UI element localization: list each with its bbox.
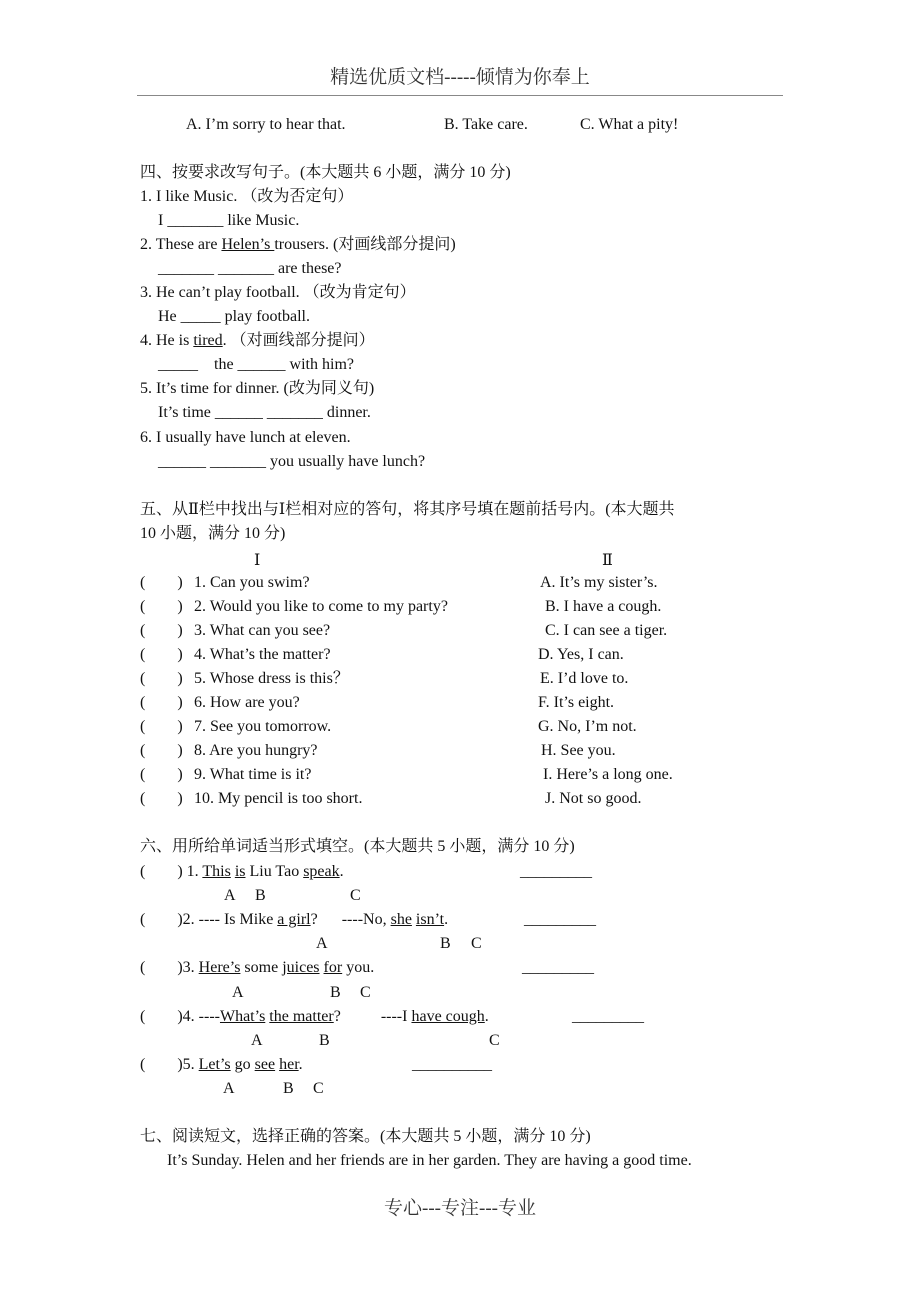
column-1-item: 6. How are you? bbox=[194, 694, 300, 711]
column-1-item: 5. Whose dress is this？ bbox=[194, 670, 349, 687]
s4-q1: 1. I like Music. （改为否定句） bbox=[140, 188, 354, 205]
s4-q6: 6. I usually have lunch at eleven. bbox=[140, 429, 351, 446]
s6-q3-label-c: C bbox=[360, 984, 371, 1001]
s6-answer-blank-2: _________ bbox=[524, 911, 596, 928]
s6-q1-label-a: A bbox=[224, 887, 236, 904]
section5-title-line1: 五、从Ⅱ栏中找出与Ⅰ栏相对应的答句，将其序号填在题前括号内。(本大题共 bbox=[140, 501, 675, 518]
s6-q4-label-a: A bbox=[251, 1032, 263, 1049]
s4-q5: 5. It’s time for dinner. (改为同义句) bbox=[140, 380, 375, 397]
s6-answer-blank-5: __________ bbox=[412, 1056, 492, 1073]
s4-q3: 3. He can’t play football. （改为肯定句） bbox=[140, 284, 416, 301]
answer-bracket[interactable]: ( ) bbox=[140, 622, 183, 639]
s4-q2: 2. These are Helen’s trousers. (对画线部分提问) bbox=[140, 236, 456, 253]
s6-q5: ( )5. Let’s go see her. bbox=[140, 1056, 303, 1073]
answer-bracket[interactable]: ( ) bbox=[140, 598, 183, 615]
s6-q3: ( )3. Here’s some juices for you. bbox=[140, 959, 375, 976]
s6-q4-label-c: C bbox=[489, 1032, 500, 1049]
option-b: B. Take care. bbox=[444, 116, 528, 133]
s6-answer-blank-1: _________ bbox=[520, 863, 592, 880]
column-2-item: J. Not so good. bbox=[545, 790, 642, 807]
section7-title: 七、阅读短文，选择正确的答案。(本大题共 5 小题，满分 10 分) bbox=[140, 1128, 591, 1145]
column-1-item: 9. What time is it? bbox=[194, 766, 312, 783]
answer-bracket[interactable]: ( ) bbox=[140, 574, 183, 591]
s6-q2-label-a: A bbox=[316, 935, 328, 952]
answer-bracket[interactable]: ( ) bbox=[140, 718, 183, 735]
column-2-item: H. See you. bbox=[541, 742, 616, 759]
column-1-item: 8. Are you hungry? bbox=[194, 742, 318, 759]
page-header: 精选优质文档-----倾情为你奉上 bbox=[330, 67, 590, 88]
header-rule bbox=[137, 95, 783, 96]
column-2-item: E. I’d love to. bbox=[540, 670, 629, 687]
column-2-heading: Ⅱ bbox=[602, 552, 613, 569]
s4-a6: ______ _______ you usually have lunch? bbox=[158, 453, 426, 470]
s6-q1: ( ) 1. This is Liu Tao speak. bbox=[140, 863, 344, 880]
option-c: C. What a pity! bbox=[580, 116, 679, 133]
column-2-item: B. I have a cough. bbox=[545, 598, 662, 615]
column-1-item: 1. Can you swim? bbox=[194, 574, 310, 591]
answer-bracket[interactable]: ( ) bbox=[140, 766, 183, 783]
s6-q2-label-b: B bbox=[440, 935, 451, 952]
option-a: A. I’m sorry to hear that. bbox=[186, 116, 346, 133]
answer-bracket[interactable]: ( ) bbox=[140, 790, 183, 807]
s6-q5-label-b: B bbox=[283, 1080, 294, 1097]
s4-a5: It’s time ______ _______ dinner. bbox=[158, 404, 371, 421]
s6-answer-blank-3: _________ bbox=[522, 959, 594, 976]
s4-a3: He _____ play football. bbox=[158, 308, 310, 325]
s6-q1-label-c: C bbox=[350, 887, 361, 904]
s6-q4: ( )4. ----What’s the matter? ----I have cough. bbox=[140, 1008, 489, 1025]
s6-q5-label-c: C bbox=[313, 1080, 324, 1097]
column-2-item: A. It’s my sister’s. bbox=[540, 574, 658, 591]
s6-q3-label-b: B bbox=[330, 984, 341, 1001]
section4-title: 四、按要求改写句子。(本大题共 6 小题，满分 10 分) bbox=[140, 164, 511, 181]
s4-a1: I _______ like Music. bbox=[158, 212, 300, 229]
column-2-item: G. No, I’m not. bbox=[538, 718, 637, 735]
column-1-item: 10. My pencil is too short. bbox=[194, 790, 363, 807]
column-1-heading: Ⅰ bbox=[254, 552, 261, 569]
s6-q5-label-a: A bbox=[223, 1080, 235, 1097]
s4-a2: _______ _______ are these? bbox=[158, 260, 342, 277]
s4-a4: _____ the ______ with him? bbox=[158, 356, 354, 373]
section6-title: 六、用所给单词适当形式填空。(本大题共 5 小题，满分 10 分) bbox=[140, 838, 575, 855]
s6-answer-blank-4: _________ bbox=[572, 1008, 644, 1025]
column-2-item: I. Here’s a long one. bbox=[543, 766, 673, 783]
answer-bracket[interactable]: ( ) bbox=[140, 742, 183, 759]
s6-q2: ( )2. ---- Is Mike a girl? ----No, she isn’t. bbox=[140, 911, 449, 928]
section5-title-line2: 10 小题，满分 10 分) bbox=[140, 525, 286, 542]
s4-q4: 4. He is tired. （对画线部分提问） bbox=[140, 332, 375, 349]
column-1-item: 3. What can you see? bbox=[194, 622, 331, 639]
s6-q1-label-b: B bbox=[255, 887, 266, 904]
column-2-item: C. I can see a tiger. bbox=[545, 622, 668, 639]
column-1-item: 7. See you tomorrow. bbox=[194, 718, 332, 735]
answer-bracket[interactable]: ( ) bbox=[140, 670, 183, 687]
column-1-item: 2. Would you like to come to my party? bbox=[194, 598, 448, 615]
page-footer: 专心---专注---专业 bbox=[384, 1198, 536, 1219]
s6-q4-label-b: B bbox=[319, 1032, 330, 1049]
s6-q3-label-a: A bbox=[232, 984, 244, 1001]
answer-bracket[interactable]: ( ) bbox=[140, 646, 183, 663]
column-1-item: 4. What’s the matter? bbox=[194, 646, 331, 663]
reading-paragraph: It’s Sunday. Helen and her friends are in her garden. They are having a good time. bbox=[167, 1152, 692, 1169]
s6-q2-label-c: C bbox=[471, 935, 482, 952]
answer-bracket[interactable]: ( ) bbox=[140, 694, 183, 711]
column-2-item: D. Yes, I can. bbox=[538, 646, 624, 663]
column-2-item: F. It’s eight. bbox=[538, 694, 615, 711]
